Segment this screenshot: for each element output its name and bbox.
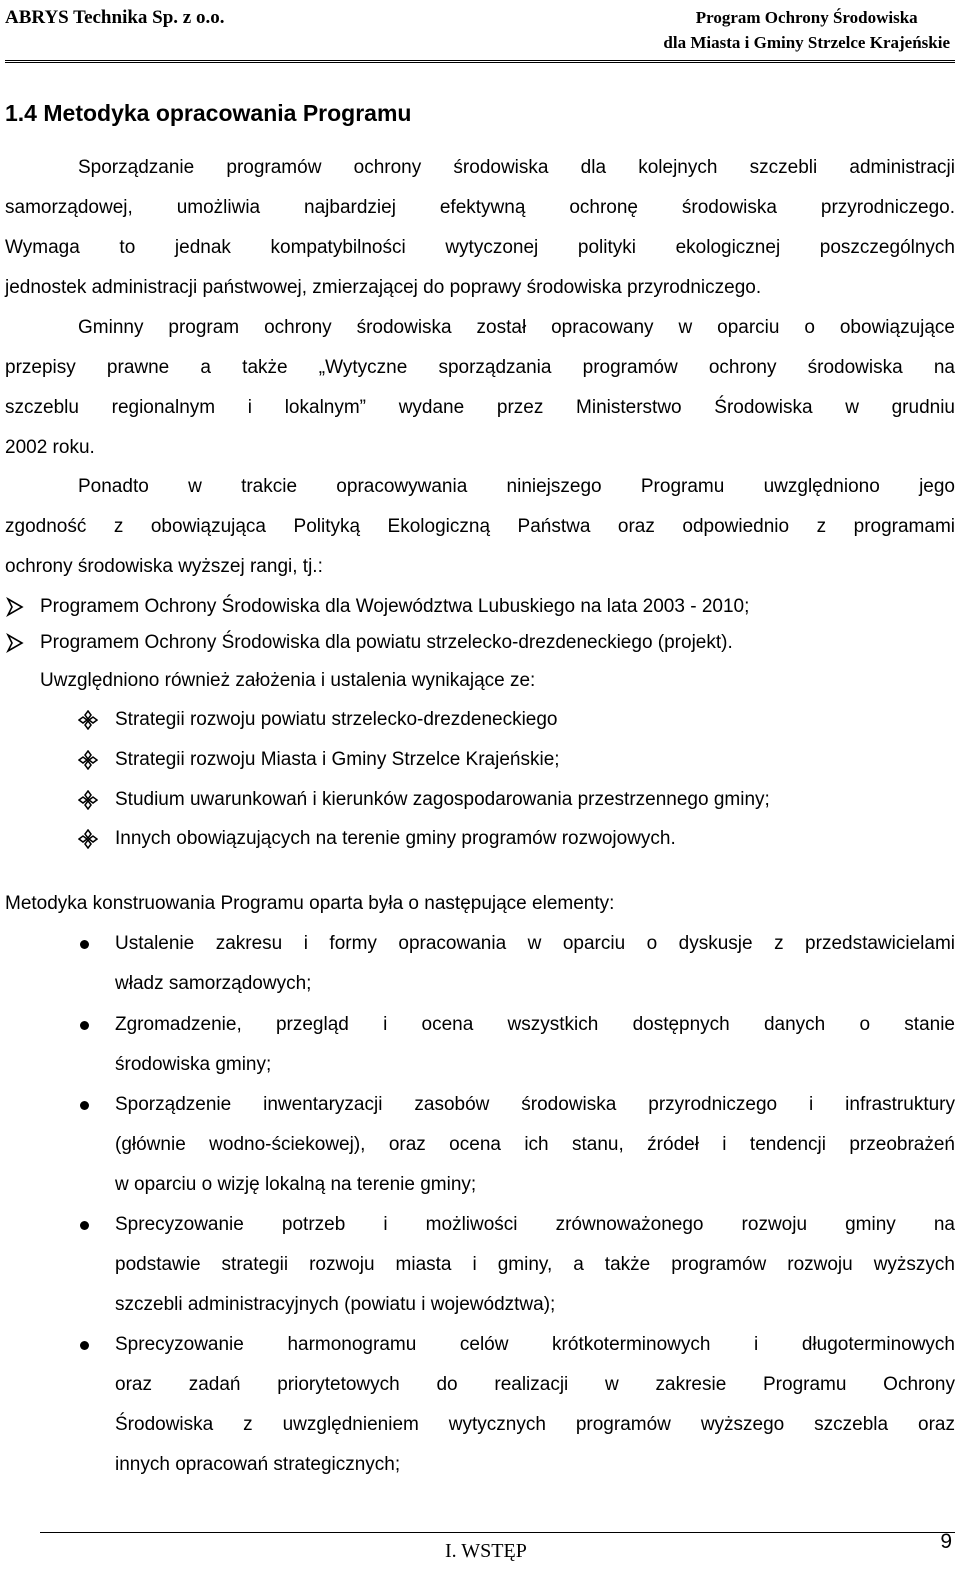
arrow-bullet-icon <box>5 595 25 619</box>
bullet-item-line: Sporządzenie inwentaryzacji zasobów środowiska przyrodniczego i infrastruktury <box>115 1094 955 1115</box>
diamond-list-item: Strategii rozwoju powiatu strzelecko-drezdeneckiego <box>115 709 558 730</box>
bullet-item-line: władz samorządowych; <box>115 973 312 994</box>
footer-divider <box>40 1532 955 1533</box>
arrow-list-item: Programem Ochrony Środowiska dla powiatu strzelecko-drezdeneckiego (projekt). <box>40 632 733 653</box>
bullet-item-line: Środowiska z uwzględnieniem wytycznych programów wyższego szczebla oraz <box>115 1414 955 1435</box>
paragraph-2-line: 2002 roku. <box>5 437 95 458</box>
paragraph-2-line: przepisy prawne a także „Wytyczne sporządzania programów ochrony środowiska na <box>5 357 955 378</box>
document-title-line-1: Program Ochrony Środowiska <box>695 8 918 27</box>
arrow-list-item: Programem Ochrony Środowiska dla Województwa Lubuskiego na lata 2003 - 2010; <box>40 596 750 617</box>
bullet-dot-icon <box>80 1101 89 1110</box>
paragraph-3-line: zgodność z obowiązująca Polityką Ekologiczną Państwa oraz odpowiednio z programami <box>5 516 955 537</box>
paragraph-1-line: Wymaga to jednak kompatybilności wytyczonej polityki ekologicznej poszczególnych <box>5 237 955 258</box>
bullet-item-line: w oparciu o wizję lokalną na terenie gminy; <box>115 1174 477 1195</box>
diamond-list-item: Strategii rozwoju Miasta i Gminy Strzelce Krajeńskie; <box>115 749 560 770</box>
document-title <box>663 5 950 55</box>
header-divider <box>5 60 955 63</box>
document-title-line-2: dla Miasta i Gminy Strzelce Krajeńskie <box>663 33 950 52</box>
bullet-item-line: podstawie strategii rozwoju miasta i gminy, a także programów rozwoju wyższych <box>115 1254 955 1275</box>
page-number: 9 <box>940 1530 952 1553</box>
bullet-item-line: Sprecyzowanie potrzeb i możliwości zrównoważonego rozwoju gminy na <box>115 1214 955 1235</box>
diamond-list-item: Studium uwarunkowań i kierunków zagospodarowania przestrzennego gminy; <box>115 789 770 810</box>
bullet-item-line: środowiska gminy; <box>115 1054 272 1075</box>
bullet-item-line: szczebli administracyjnych (powiatu i województwa); <box>115 1294 556 1315</box>
bullet-item-line: oraz zadań priorytetowych do realizacji w zakresie Programu Ochrony <box>115 1374 955 1395</box>
bullet-item-line: Zgromadzenie, przegląd i ocena wszystkich dostępnych danych o stanie <box>115 1014 955 1035</box>
bullet-item-line: Ustalenie zakresu i formy opracowania w oparciu o dyskusje z przedstawicielami <box>115 933 955 954</box>
diamond-bullet-icon <box>78 829 98 849</box>
method-intro-text: Metodyka konstruowania Programu oparta była o następujące elementy: <box>5 893 615 914</box>
bullet-dot-icon <box>80 940 89 949</box>
arrow-bullet-icon <box>5 631 25 655</box>
diamond-bullet-icon <box>78 750 98 770</box>
paragraph-2-line: szczeblu regionalnym i lokalnym” wydane przez Ministerstwo Środowiska w grudniu <box>5 397 955 418</box>
section-heading: 1.4 Metodyka opracowania Programu <box>5 100 412 126</box>
paragraph-3-line: ochrony środowiska wyższej rangi, tj.: <box>5 556 323 577</box>
diamond-bullet-icon <box>78 790 98 810</box>
also-considered-text: Uwzględniono również założenia i ustalenia wynikające ze: <box>40 670 536 691</box>
paragraph-1-line: Sporządzanie programów ochrony środowiska dla kolejnych szczebli administracji <box>78 157 955 178</box>
paragraph-1-line: jednostek administracji państwowej, zmierzającej do poprawy środowiska przyrodniczego. <box>5 277 762 298</box>
bullet-item-line: (głównie wodno-ściekowej), oraz ocena ich stanu, źródeł i tendencji przeobrażeń <box>115 1134 955 1155</box>
footer-section-name: I. WSTĘP <box>445 1540 527 1562</box>
paragraph-3-line: Ponadto w trakcie opracowywania niniejszego Programu uwzględniono jego <box>78 476 955 497</box>
bullet-item-line: Sprecyzowanie harmonogramu celów krótkoterminowych i długoterminowych <box>115 1334 955 1355</box>
company-name: ABRYS Technika Sp. z o.o. <box>5 7 225 28</box>
diamond-list-item: Innych obowiązujących na terenie gminy programów rozwojowych. <box>115 828 676 849</box>
bullet-dot-icon <box>80 1021 89 1030</box>
diamond-bullet-icon <box>78 710 98 730</box>
paragraph-1-line: samorządowej, umożliwia najbardziej efektywną ochronę środowiska przyrodniczego. <box>5 197 955 218</box>
bullet-dot-icon <box>80 1341 89 1350</box>
bullet-dot-icon <box>80 1221 89 1230</box>
bullet-item-line: innych opracowań strategicznych; <box>115 1454 401 1475</box>
paragraph-2-line: Gminny program ochrony środowiska został opracowany w oparciu o obowiązujące <box>78 317 955 338</box>
